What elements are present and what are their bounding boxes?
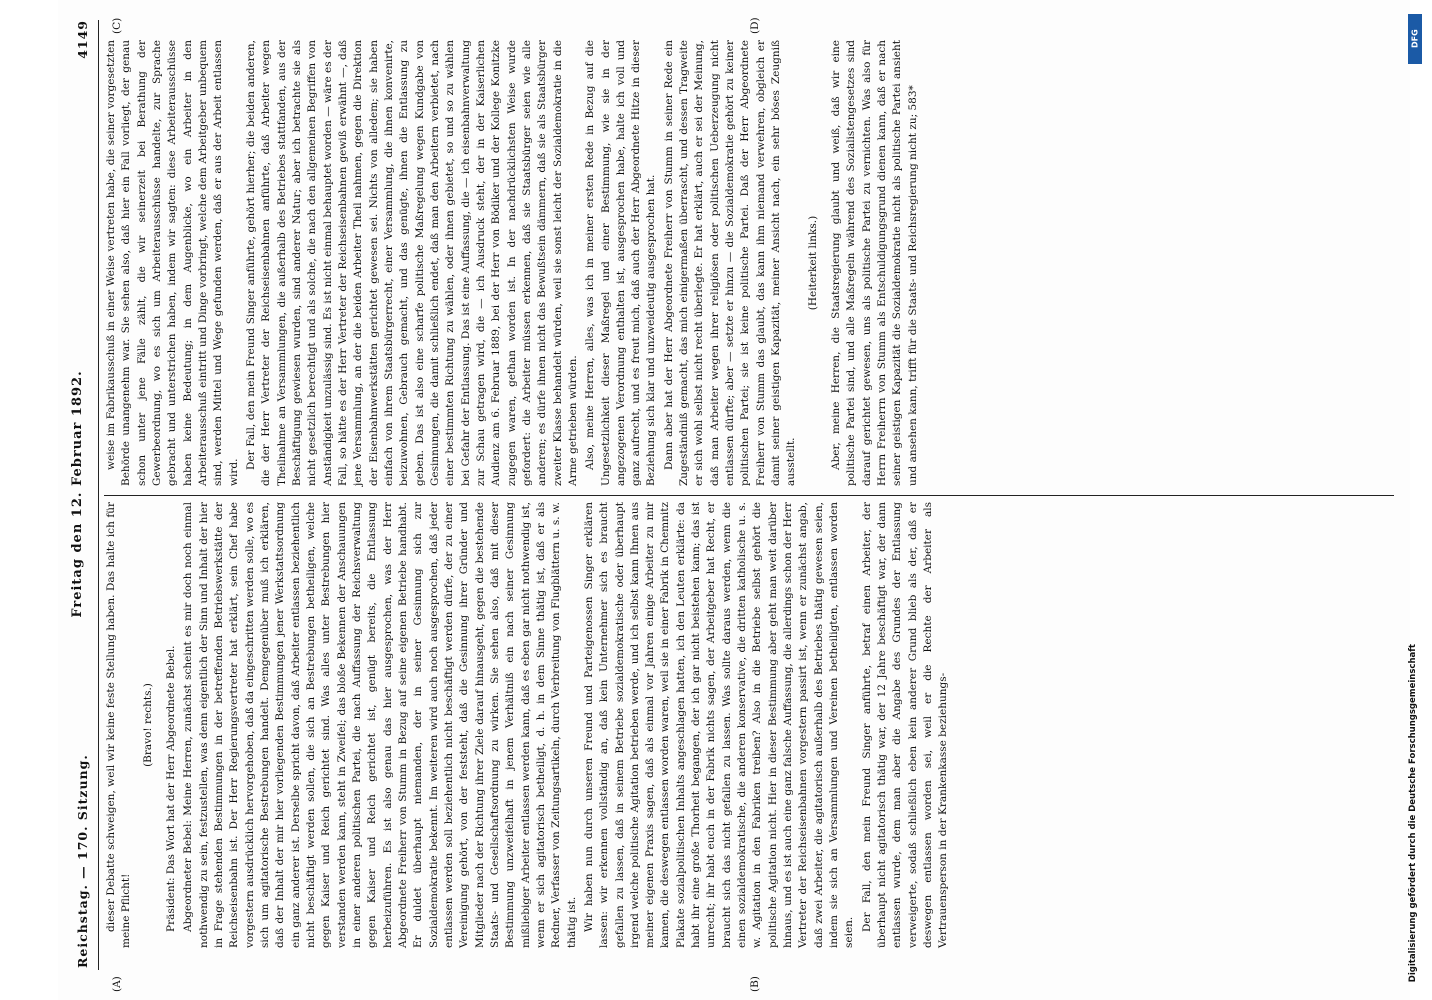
scanned-page: [58, 0, 1410, 1000]
left-column-paragraph: (Bravo! rechts.): [141, 683, 154, 767]
left-column: [104, 502, 954, 948]
dfg-logo: DFG: [1408, 14, 1422, 64]
right-column-paragraph: (Heiterkeit links.): [806, 215, 819, 311]
right-column-paragraph: Dann aber hat der Herr Abgeordnete Freiherr von Stumm in seiner Rede ein Zugeständniß gemacht, das mich einigermaßen überrascht, und dessen Tragweite er sich wohl selbst nicht recht überlegte. Er hat erklärt, auch er sei der Meinung, daß man Arbeiter wegen ihrer religiösen oder politischen Ueberzeugung nicht entlassen dürfte; aber — setzte er hinzu — die Sozialdemokratie gehört zu keiner politischen Partei; sie ist keine politische Partei. Daß der Herr Abgeordnete Freiherr von Stumm das glaubt, das kann ihm niemand verwehren, obgleich er damit seiner geistigen Kapazität, meiner Ansicht nach, ein sehr böses Zeugniß ausstellt.: [662, 40, 798, 486]
left-column-paragraph: Abgeordneter Bebel: Meine Herren, zunächst scheint es mir doch noch einmal nothwendig zu sein, festzustellen, was denn eigentlich der Sinn und Inhalt der hier in Frage stehenden Bestimmungen in der betreffenden Betriebswerkstätte der Reichseisenbahn ist. Der Herr Regierungsvertreter hat erklärt, sein Chef habe vorgestern ausdrücklich hervorgehoben, daß da eingeschritten werden solle, wo es sich um agitatorische Bestrebungen handelt. Demgegenüber muß ich erklären, daß der Inhalt der mir hier vorliegenden Bestimmungen jener Werkstattsordnung ein ganz anderer ist. Derselbe spricht davon, daß Arbeiter entlassen beziehentlich nicht beschäftigt werden sollen, die sich an Bestrebungen betheiligen, welche gegen Kaiser und Reich gerichtet sind. Was alles unter Bestrebungen hier verstanden werden kann, steht in Zweifel; das bloße Bekennen der Anschauungen in einer anderen politischen Partei, die nach Auffassung der Reichsverwaltung gegen Kaiser und Reich gerichtet ist, genügt bereits, die Entlassung herbeizuführen. Es ist also genau das hier ausgesprochen, was der Herr Abgeordnete Freiherr von Stumm in Bezug auf seine eigenen Betriebe handhabt. Er duldet überhaupt niemanden, der in seiner Gesinnung sich zur Sozialdemokratie bekennt. Im weiteren wird auch noch ausgesprochen, daß jeder entlassen werden soll beziehentlich nicht beschäftigt werden dürfe, der zu einer Vereinigung gehört, von der feststeht, daß die Gesinnung ihrer Gründer und Mitglieder nach der Richtung ihrer Ziele darauf hinausgeht, gegen die bestehende Staats- und Gesellschaftsordnung zu wirken. Sie sehen also, daß mit dieser Bestimmung unzweifelhaft in jenem Verhältniß ein nach seiner Gesinnung mißliebiger Arbeiter entlassen werden kann, daß es eben gar nicht nothwendig ist, wenn er sich agitatorisch betheiligt, d. h. in dem Sinne thätig ist, daß er als Redner, Verfasser von Zeitungsartikeln, durch Verbreitung von Flugblättern u. s. w. thätig ist.: [182, 502, 578, 948]
left-column-paragraph: Wir haben nun durch unseren Freund und Parteigenossen Singer erklären lassen: wir erkennen vollständig an, daß kein Unternehmer sich es braucht gefallen zu lassen, daß in seinem Betriebe sozialdemokratische oder überhaupt irgend welche politische Agitation betrieben werde, und ich selbst kann Ihnen aus meiner eigenen Praxis sagen, daß als einmal vor Jahren einige Arbeiter zu mir kamen, die deswegen entlassen worden waren, weil sie in einer Fabrik in Chemnitz Plakate sozialpolitischen Inhalts angeschlagen hatten, ich den Leuten erklärte: da habt ihr eine große Thorheit begangen, der ich gar nicht beistehen kann; das ist unrecht; ihr habt euch in der Fabrik nichts sagen, der Arbeitgeber hat Recht, er braucht sich das nicht gefallen zu lassen. Was sollte daraus werden, wenn die einen sozialdemokratische, die anderen konservative, die dritten katholische u. s. w. Agitation in den Fabriken treiben? Also in die Betriebe selbst gehört die politische Agitation nicht. Hier in dieser Bestimmung aber geht man weit darüber hinaus, und es ist auch eine ganz falsche Auffassung, die allerdings schon der Herr Vertreter der Reichseisenbahnen vorgestern passirt ist, wenn er zunächst angab, daß zwei Arbeiter, die agitatorisch außerhalb des Betriebes thätig gewesen seien, indem sie sich an Versammlungen und Vereinen betheiligten, entlassen worden seien.: [582, 502, 856, 948]
digitization-credit: [1404, 6, 1428, 996]
credit-text: Digitalisierung gefördert durch die Deutsche Forschungsgemeinschaft: [1408, 643, 1418, 982]
header-left: Reichstag. — 170. Sitzung.: [74, 754, 90, 968]
page-number: 4149: [74, 20, 90, 59]
column-divider: [104, 495, 1394, 496]
margin-marker-b: (B): [749, 976, 761, 992]
left-column-paragraph: Der Fall, den mein Freund Singer anführte, betraf einen Arbeiter, der überhaupt nicht agitatorisch thätig war, der 12 Jahre beschäftigt war, der dann entlassen wurde, dem man aber die Angabe des Grundes der Entlassung verweigerte, sodaß schließlich eben kein anderer Grund blieb als der, daß er deswegen entlassen worden sei, weil er die Rechte der Arbeiter als Vertrauensperson in der Krankenkasse beziehungs-: [860, 502, 950, 948]
right-column-paragraph: Der Fall, den mein Freund Singer anführte, gehört hierher; die beiden anderen, die der Herr Vertreter der Reichseisenbahnen anführte, daß Arbeiter wegen Theilnahme an Versammlungen, die außerhalb des Betriebes stattfanden, aus der Beschäftigung gewiesen wurden, sind anderer Natur; aber ich betrachte sie als nicht gesetzlich berechtigt und als solche, die nach den allgemeinen Begriffen von Anständigkeit unzulässig sind. Es ist nicht einmal behauptet worden — wäre es der Fall, so hätte es der Herr Vertreter der Reichseisenbahnen gewiß erwähnt —, daß jene Versammlung, an der die beiden Arbeiter Theil nahmen, gegen die Direktion der Eisenbahnwerkstätten gerichtet gewesen sei. Nichts von alledem; sie haben einfach von ihrem Staatsbürgerrecht, einer Versammlung, die ihnen konvenirte, beizuwohnen, Gebrauch gemacht, und das genügte, ihnen die Entlassung zu geben. Das ist also eine scharfe politische Maßregelung wegen Kundgabe von Gesinnungen, die damit schließlich endet, daß man den Arbeitern verbietet, nach einer bestimmten Richtung zu wählen, oder ihnen gebietet, so und so zu wählen bei Gefahr der Entlassung. Das ist eine Auffassung, die — ich eisenbahnverwaltung zur Schau getragen wird, die — ich Ausdruck steht, der in der Kaiserlichen Audienz am 6. Februar 1889, bei der Herr von Bödiker und der Kollege Konitzke zugegen waren, gethan worden ist. In der nachdrücklichsten Weise wurde gefordert: die Arbeiter müssen erkennen, daß sie Staatsbürger seien wie alle anderen; es dürfe ihnen nicht das Bewußtsein dämmern, daß sie als Staatsbürger zweiter Klasse behandelt würden, weil sie sonst leicht der Sozialdemokratie in die Arme getrieben würden.: [244, 40, 579, 486]
left-column-paragraph: dieser Debatte schweigen, weil wir keine feste Stellung haben. Das halte ich für meine Pflicht!: [105, 502, 133, 948]
right-column: [104, 40, 923, 486]
right-column-paragraph: Also, meine Herren, alles, was ich in meiner ersten Rede in Bezug auf die Ungesetzlichkeit dieser Maßregel und einer Bestimmung, wie sie in der angezogenen Verordnung enthalten ist, ausgesprochen habe, halte ich voll und ganz aufrecht, und es freut mich, daß auch der Herr Abgeordnete Hitze in dieser Beziehung sich klar und unzweideutig ausgesprochen hat.: [584, 40, 658, 486]
header-rule: [98, 20, 99, 970]
right-column-paragraph: weise im Fabrikausschuß in einer Weise vertreten habe, die seiner vorgesetzten Behörde unangenehm war. Sie sehen also, daß hier ein Fall vorliegt, der genau schon unter jene Fälle zählt, die wir seinerzeit bei Berathung der Gewerbeordnung, wo es sich um Arbeiterausschüsse handelte, zur Sprache gebracht und unterstrichen haben, indem wir sagten: diese Arbeiterausschüsse haben keine Bedeutung; in dem Augenblicke, wo ein Arbeiter in den Arbeiterausschuß eintritt und Dinge vorbringt, welche dem Arbeitgeber unbequem sind, werden Mittel und Wege gefunden werden, daß er aus der Arbeit entlassen wird.: [105, 40, 240, 486]
margin-marker-c: (C): [111, 17, 123, 34]
page-header: [58, 20, 92, 968]
left-column-paragraph: Präsident: Das Wort hat der Herr Abgeordnete Bebel.: [164, 645, 177, 932]
margin-marker-d: (D): [749, 17, 761, 34]
margin-marker-a: (A): [111, 976, 123, 992]
right-column-paragraph: Aber, meine Herren, die Staatsregierung glaubt und weiß, daß wir eine politische Partei sind, und alle Maßregeln während des Sozialistengesetzes sind darauf gerichtet gewesen, uns als politische Partei zu vernichten. Was also für Herrn Freiherrn von Stumm als Entschuldigungsgrund dienen kann, daß er nach seiner geistigen Kapazität die Sozialdemokratie nicht als politische Partei ansieht und ansehen kann, trifft für die Staats- und Reichsregierung nicht zu; 583*: [830, 40, 919, 486]
header-date: Freitag den 12. Februar 1892.: [70, 370, 86, 618]
